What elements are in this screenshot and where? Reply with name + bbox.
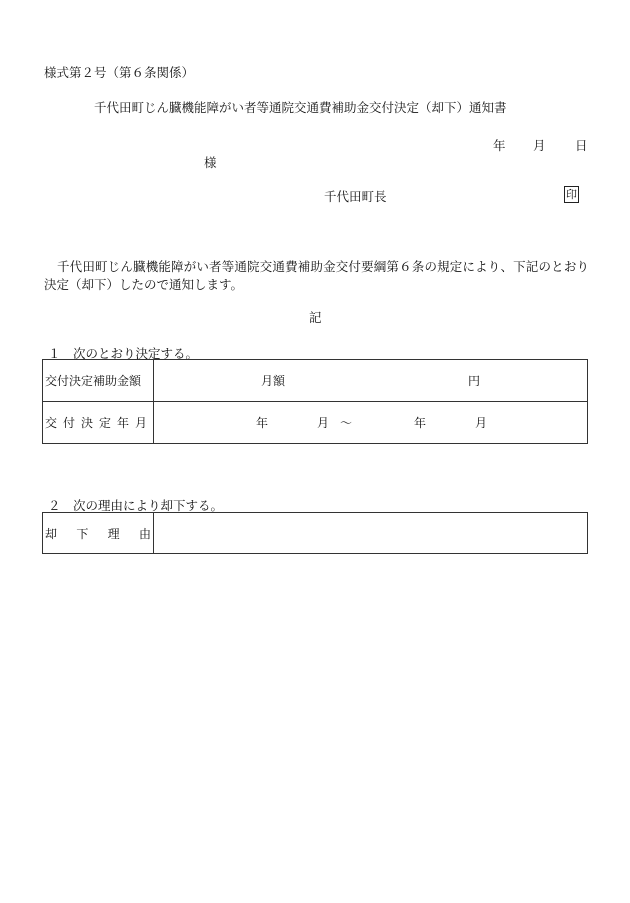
issuer-name: 千代田町長 — [324, 189, 387, 204]
period-year-start: 年 — [256, 416, 269, 430]
form-number: 様式第２号（第６条関係） — [44, 65, 195, 80]
period-year-end: 年 — [414, 416, 427, 430]
yen-label: 円 — [468, 374, 481, 388]
date-day: 日 — [575, 138, 588, 153]
period-label: 交付決定年月 — [43, 402, 154, 444]
rejection-table — [42, 512, 588, 554]
amount-label: 交付決定補助金額 — [43, 360, 154, 402]
document-title: 千代田町じん臓機能障がい者等通院交通費補助金交付決定（却下）通知書 — [94, 100, 507, 115]
section2-heading: ２ 次の理由により却下する。 — [48, 498, 224, 513]
reason-label-char: 却 — [45, 526, 58, 541]
table-row — [43, 513, 588, 554]
section1-heading: １ 次のとおり決定する。 — [48, 346, 199, 361]
table-row — [43, 360, 588, 402]
ki-heading: 記 — [309, 310, 322, 325]
date-year: 年 — [493, 138, 506, 153]
seal-mark: 印 — [566, 188, 577, 201]
period-cell — [154, 402, 588, 444]
decision-table — [42, 359, 588, 444]
amount-cell — [154, 360, 588, 402]
monthly-label: 月額 — [261, 374, 286, 388]
body-paragraph: 千代田町じん臓機能障がい者等通院交通費補助金交付要綱第６条の規定により、下記のとおり決定（却下）したので通知します。 — [44, 259, 589, 292]
reason-label-char: 下 — [76, 526, 89, 541]
reason-label — [43, 513, 154, 554]
table-row — [43, 402, 588, 444]
reason-label-char: 理 — [107, 526, 120, 541]
reason-label-char: 由 — [138, 526, 151, 541]
recipient-suffix: 様 — [204, 155, 217, 170]
reason-cell — [154, 513, 588, 554]
period-tilde: ～ — [340, 416, 353, 430]
period-month-end: 月 — [475, 416, 488, 430]
period-month-start: 月 — [317, 416, 330, 430]
date-month: 月 — [533, 138, 546, 153]
